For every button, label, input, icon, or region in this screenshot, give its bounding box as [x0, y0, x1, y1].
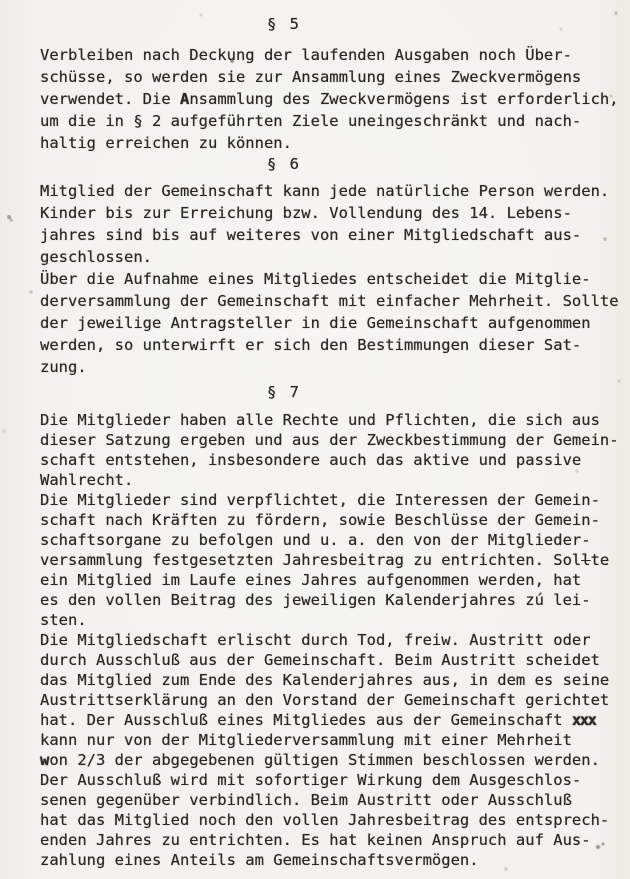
- text-line: dieser Satzung ergeben und aus der Zweckbestimmung der Gemein-: [40, 431, 619, 449]
- text-line: enden Jahres zu entrichten. Es hat keinen Anspruch auf Aus-: [40, 831, 591, 849]
- text-line: Verbleiben nach Deckung der laufenden Ausgaben noch Über-: [40, 46, 572, 64]
- text-line: Über die Aufnahme eines Mitgliedes entscheidet die Mitglie-: [40, 270, 591, 288]
- text-line: der jeweilige Antragsteller in die Gemeinschaft aufgenommen: [40, 314, 591, 332]
- text-line: werden, so unterwirft er sich den Bestimmungen dieser Sat-: [40, 336, 582, 354]
- text-line: zahlung eines Anteils am Gemeinschaftsvermögen.: [40, 851, 479, 869]
- text-line: geschlossen.: [40, 248, 152, 266]
- text-line: Die Mitglieder sind verpflichtet, die Interessen der Gemein-: [40, 491, 600, 509]
- text-line: verwendet. Die Ansammlung des Zweckvermögens ist erforderlich,: [40, 90, 619, 108]
- text-line: schaft entstehen, insbesondere auch das aktive und passive: [40, 451, 582, 469]
- section-heading-paragraph-7: § 7: [267, 383, 301, 401]
- text-line: haltig erreichen zu können.: [40, 134, 292, 152]
- text-line: hat das Mitglied noch den vollen Jahresbeitrag des entsprech-: [40, 811, 610, 829]
- text-line: schüsse, so werden sie zur Ansammlung eines Zweckvermögens: [40, 68, 582, 86]
- text-line: es den vollen Beitrag des jeweiligen Kalenderjahres zú lei-: [40, 591, 591, 609]
- text-line: Mitglied der Gemeinschaft kann jede natürliche Person werden.: [40, 182, 610, 200]
- text-line: derversammlung der Gemeinschaft mit einfacher Mehrheit. Sollte: [40, 292, 619, 310]
- text-line: jahres sind bis auf weiteres von einer Mitgliedschaft aus-: [40, 226, 582, 244]
- text-line: Die Mitgliedschaft erlischt durch Tod, freiw. Austritt oder: [40, 631, 591, 649]
- section-7-body: [40, 410, 619, 870]
- text-line: Kinder bis zur Erreichung bzw. Vollendung des 14. Lebens-: [40, 204, 572, 222]
- text-line: um die in § 2 aufgeführten Ziele uneingeschränkt und nach-: [40, 112, 582, 130]
- text-line: durch Ausschluß aus der Gemeinschaft. Beim Austritt scheidet: [40, 651, 600, 669]
- text-line: ein Mitglied im Laufe eines Jahres aufgenommen werden, hat: [40, 571, 582, 589]
- text-line: Austrittserklärung an den Vorstand der Gemeinschaft gerichtet: [40, 691, 610, 709]
- text-line: zung.: [40, 358, 87, 376]
- text-line: Der Ausschluß wird mit sofortiger Wirkung dem Ausgeschlos-: [40, 771, 582, 789]
- text-line: schaftsorgane zu befolgen und u. a. den von der Mitglieder-: [40, 531, 591, 549]
- text-line: kann nur von der Mitgliederversammlung mit einer Mehrheit: [40, 731, 572, 749]
- text-line: Die Mitglieder haben alle Rechte und Pflichten, die sich aus: [40, 411, 600, 429]
- text-line: das Mitglied zum Ende des Kalenderjahres aus, in dem es seine: [40, 671, 610, 689]
- text-line: Wahlrecht.: [40, 471, 134, 489]
- text-line: versammlung festgesetzten Jahresbeitrag zu entrichten. Sollte: [40, 551, 610, 569]
- text-line: senen gegenüber verbindlich. Beim Austritt oder Ausschluß: [40, 791, 572, 809]
- section-5-body: [40, 44, 619, 154]
- section-heading-paragraph-6: § 6: [267, 155, 301, 173]
- text-line: sten.: [40, 611, 87, 629]
- scan-noise-speckles: [0, 0, 2, 2]
- section-6-body: [40, 180, 619, 378]
- text-line: hat. Der Ausschluß eines Mitgliedes aus der Gemeinschaft xxx: [40, 711, 596, 729]
- text-line: schaft nach Kräften zu fördern, sowie Beschlüsse der Gemein-: [40, 511, 600, 529]
- section-heading-paragraph-5: § 5: [267, 15, 301, 33]
- text-line: won 2/3 der abgegebenen gültigen Stimmen beschlossen werden.: [40, 751, 600, 769]
